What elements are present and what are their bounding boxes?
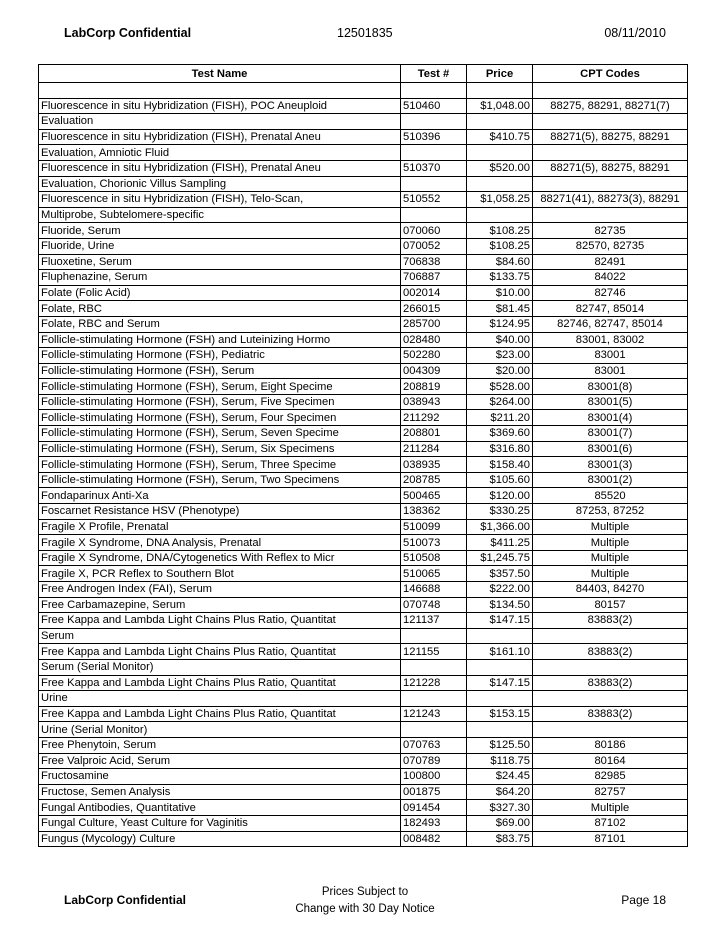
cell-price [467, 722, 533, 738]
table-row [39, 98, 688, 114]
cell-cpt-codes: 83883(2) [533, 613, 688, 629]
cell-test-name: Fluorescence in situ Hybridization (FISH), POC Aneuploid [39, 98, 401, 114]
cell-cpt-codes [533, 207, 688, 223]
cell-cpt-codes: 83001(4) [533, 410, 688, 426]
table-row [39, 753, 688, 769]
cell-price: $147.15 [467, 613, 533, 629]
cell-test-name: Fluorescence in situ Hybridization (FISH), Telo-Scan, [39, 192, 401, 208]
footer-company: LabCorp Confidential [64, 893, 186, 907]
cell-test-number: 121243 [401, 706, 467, 722]
cell-test-name: Fungal Antibodies, Quantitative [39, 800, 401, 816]
cell-cpt-codes: 83001(2) [533, 472, 688, 488]
cell-test-number: 038943 [401, 394, 467, 410]
cell-price: $24.45 [467, 769, 533, 785]
table-row [39, 675, 688, 691]
table-header-row [39, 65, 688, 83]
table-row [39, 316, 688, 332]
cell-cpt-codes: 82985 [533, 769, 688, 785]
cell-price: $153.15 [467, 706, 533, 722]
cell-test-number: 138362 [401, 504, 467, 520]
cell-test-number [401, 145, 467, 161]
cell-cpt-codes: Multiple [533, 535, 688, 551]
cell-cpt-codes: 80186 [533, 737, 688, 753]
cell-price: $108.25 [467, 223, 533, 239]
cell-test-name: Folate, RBC [39, 301, 401, 317]
cell-test-name: Fluphenazine, Serum [39, 270, 401, 286]
cell-price: $69.00 [467, 815, 533, 831]
cell-cpt-codes: 84403, 84270 [533, 582, 688, 598]
cell-cpt-codes: 82757 [533, 784, 688, 800]
cell-test-number: 510508 [401, 550, 467, 566]
cell-cpt-codes: 83001(7) [533, 426, 688, 442]
table-row [39, 722, 688, 738]
cell-test-number: 091454 [401, 800, 467, 816]
table-row [39, 815, 688, 831]
cell-test-name: Follicle-stimulating Hormone (FSH), Pediatric [39, 348, 401, 364]
table-row [39, 691, 688, 707]
cell-test-name: Fragile X Profile, Prenatal [39, 519, 401, 535]
cell-test-name: Free Carbamazepine, Serum [39, 597, 401, 613]
cell-test-number: 510396 [401, 129, 467, 145]
cell-test-number [401, 691, 467, 707]
cell-price [467, 659, 533, 675]
footer-notice [260, 884, 470, 918]
cell-price: $23.00 [467, 348, 533, 364]
cell-test-number: 070052 [401, 238, 467, 254]
table-row [39, 270, 688, 286]
cell-price: $10.00 [467, 285, 533, 301]
table-row [39, 426, 688, 442]
cell-price: $411.25 [467, 535, 533, 551]
table-row [39, 394, 688, 410]
cell-test-number: 121228 [401, 675, 467, 691]
cell-cpt-codes: 83001(8) [533, 379, 688, 395]
cell-cpt-codes: 83883(2) [533, 706, 688, 722]
cell-test-number: 502280 [401, 348, 467, 364]
table-row [39, 176, 688, 192]
cell-price: $161.10 [467, 644, 533, 660]
cell-cpt-codes: 88275, 88291, 88271(7) [533, 98, 688, 114]
table-body [39, 83, 688, 847]
cell-test-name: Serum [39, 628, 401, 644]
cell-test-number: 070763 [401, 737, 467, 753]
cell-price: $222.00 [467, 582, 533, 598]
cell-price: $1,058.25 [467, 192, 533, 208]
cell-test-name: Fungal Culture, Yeast Culture for Vaginitis [39, 815, 401, 831]
table-row [39, 659, 688, 675]
cell-cpt-codes [533, 114, 688, 130]
cell-cpt-codes: 83001, 83002 [533, 332, 688, 348]
cell-test-name: Free Valproic Acid, Serum [39, 753, 401, 769]
cell-test-number: 038935 [401, 457, 467, 473]
cell-cpt-codes: Multiple [533, 800, 688, 816]
cell-test-name: Multiprobe, Subtelomere-specific [39, 207, 401, 223]
cell-price: $528.00 [467, 379, 533, 395]
table-row [39, 472, 688, 488]
cell-test-number: 070748 [401, 597, 467, 613]
cell-cpt-codes: Multiple [533, 566, 688, 582]
cell-test-number: 266015 [401, 301, 467, 317]
cell-test-number: 706887 [401, 270, 467, 286]
cell-test-number: 510370 [401, 160, 467, 176]
cell-price: $134.50 [467, 597, 533, 613]
cell-test-name: Urine [39, 691, 401, 707]
cell-test-name: Free Androgen Index (FAI), Serum [39, 582, 401, 598]
cell-test-number: 001875 [401, 784, 467, 800]
column-header-price: Price [467, 65, 533, 83]
cell-test-number: 211292 [401, 410, 467, 426]
column-header-test-number: Test # [401, 65, 467, 83]
table-row [39, 628, 688, 644]
cell-test-number: 121155 [401, 644, 467, 660]
cell-cpt-codes: 82570, 82735 [533, 238, 688, 254]
cell-test-name: Follicle-stimulating Hormone (FSH) and Luteinizing Hormo [39, 332, 401, 348]
cell-cpt-codes: 82746, 82747, 85014 [533, 316, 688, 332]
cell-cpt-codes: 85520 [533, 488, 688, 504]
table-row [39, 285, 688, 301]
cell-price: $133.75 [467, 270, 533, 286]
table-row [39, 706, 688, 722]
cell-cpt-codes [533, 628, 688, 644]
cell-test-number: 510073 [401, 535, 467, 551]
cell-price [467, 628, 533, 644]
cell-test-number: 706838 [401, 254, 467, 270]
cell-cpt-codes: 82491 [533, 254, 688, 270]
table-row [39, 254, 688, 270]
cell-price: $1,048.00 [467, 98, 533, 114]
table-row [39, 644, 688, 660]
cell-test-name: Evaluation [39, 114, 401, 130]
cell-price: $158.40 [467, 457, 533, 473]
cell-test-name: Follicle-stimulating Hormone (FSH), Serum, Seven Specime [39, 426, 401, 442]
cell-test-name: Free Kappa and Lambda Light Chains Plus Ratio, Quantitat [39, 644, 401, 660]
cell-test-name: Fructosamine [39, 769, 401, 785]
cell-price: $83.75 [467, 831, 533, 847]
cell-price: $84.60 [467, 254, 533, 270]
cell-cpt-codes: 80157 [533, 597, 688, 613]
cell-price: $211.20 [467, 410, 533, 426]
cell-cpt-codes [533, 722, 688, 738]
column-header-cpt-codes: CPT Codes [533, 65, 688, 83]
footer-page-number: Page 18 [621, 893, 666, 907]
table-row [39, 301, 688, 317]
cell-test-name: Folate, RBC and Serum [39, 316, 401, 332]
cell-test-name: Fungus (Mycology) Culture [39, 831, 401, 847]
cell-test-number: 285700 [401, 316, 467, 332]
cell-test-name: Fondaparinux Anti-Xa [39, 488, 401, 504]
cell-cpt-codes: 88271(5), 88275, 88291 [533, 160, 688, 176]
column-header-test-name: Test Name [39, 65, 401, 83]
table-row [39, 737, 688, 753]
cell-cpt-codes: Multiple [533, 550, 688, 566]
cell-test-name: Free Phenytoin, Serum [39, 737, 401, 753]
table-row [39, 223, 688, 239]
table-row [39, 504, 688, 520]
cell-cpt-codes: 84022 [533, 270, 688, 286]
cell-test-name: Free Kappa and Lambda Light Chains Plus Ratio, Quantitat [39, 613, 401, 629]
cell-cpt-codes: 87253, 87252 [533, 504, 688, 520]
cell-price: $520.00 [467, 160, 533, 176]
cell-test-number: 028480 [401, 332, 467, 348]
cell-price: $20.00 [467, 363, 533, 379]
cell-test-number [401, 176, 467, 192]
cell-cpt-codes: 83001(6) [533, 441, 688, 457]
cell-price: $369.60 [467, 426, 533, 442]
cell-test-number: 146688 [401, 582, 467, 598]
cell-price: $330.25 [467, 504, 533, 520]
cell-test-number: 510065 [401, 566, 467, 582]
cell-test-number: 510099 [401, 519, 467, 535]
cell-cpt-codes: 87102 [533, 815, 688, 831]
cell-price: $264.00 [467, 394, 533, 410]
table-row [39, 129, 688, 145]
cell-price: $1,245.75 [467, 550, 533, 566]
table-row [39, 550, 688, 566]
cell-cpt-codes: Multiple [533, 519, 688, 535]
cell-cpt-codes: 83883(2) [533, 644, 688, 660]
cell-cpt-codes: 87101 [533, 831, 688, 847]
cell-test-name: Fragile X Syndrome, DNA Analysis, Prenatal [39, 535, 401, 551]
cell-test-name: Urine (Serial Monitor) [39, 722, 401, 738]
table-row [39, 348, 688, 364]
table-row [39, 769, 688, 785]
table-row [39, 379, 688, 395]
table-row [39, 597, 688, 613]
cell-cpt-codes: 88271(5), 88275, 88291 [533, 129, 688, 145]
cell-test-number [401, 114, 467, 130]
cell-cpt-codes: 83883(2) [533, 675, 688, 691]
table-row [39, 800, 688, 816]
table-row [39, 535, 688, 551]
cell-cpt-codes: 83001(3) [533, 457, 688, 473]
cell-cpt-codes: 82747, 85014 [533, 301, 688, 317]
header-date: 08/11/2010 [604, 26, 666, 40]
cell-price [467, 207, 533, 223]
cell-test-number [401, 628, 467, 644]
cell-test-name: Fluoride, Serum [39, 223, 401, 239]
cell-price: $124.95 [467, 316, 533, 332]
table-row [39, 613, 688, 629]
cell-cpt-codes [533, 691, 688, 707]
cell-test-number: 208819 [401, 379, 467, 395]
cell-test-number: 510460 [401, 98, 467, 114]
header-company: LabCorp Confidential [64, 26, 192, 40]
cell-cpt-codes: 88271(41), 88273(3), 88291 [533, 192, 688, 208]
cell-test-name: Fragile X Syndrome, DNA/Cytogenetics With Reflex to Micr [39, 550, 401, 566]
cell-test-name: Serum (Serial Monitor) [39, 659, 401, 675]
cell-test-number: 208801 [401, 426, 467, 442]
cell-test-name: Evaluation, Amniotic Fluid [39, 145, 401, 161]
cell-test-number: 008482 [401, 831, 467, 847]
cell-test-name: Fructose, Semen Analysis [39, 784, 401, 800]
cell-test-number: 070060 [401, 223, 467, 239]
cell-test-number: 211284 [401, 441, 467, 457]
cell-price: $40.00 [467, 332, 533, 348]
table-row [39, 114, 688, 130]
cell-test-name: Free Kappa and Lambda Light Chains Plus Ratio, Quantitat [39, 706, 401, 722]
cell-test-number: 002014 [401, 285, 467, 301]
table-row [39, 160, 688, 176]
cell-price: $327.30 [467, 800, 533, 816]
cell-price: $81.45 [467, 301, 533, 317]
cell-cpt-codes [533, 145, 688, 161]
cell-price: $125.50 [467, 737, 533, 753]
cell-cpt-codes: 83001(5) [533, 394, 688, 410]
cell-test-name: Follicle-stimulating Hormone (FSH), Serum [39, 363, 401, 379]
cell-test-number: 208785 [401, 472, 467, 488]
table-row [39, 441, 688, 457]
table-row [39, 582, 688, 598]
cell-test-number: 500465 [401, 488, 467, 504]
cell-test-number: 004309 [401, 363, 467, 379]
cell-test-number [401, 207, 467, 223]
table-row [39, 519, 688, 535]
cell-price: $1,366.00 [467, 519, 533, 535]
footer-notice-line-1: Prices Subject to [321, 886, 409, 898]
cell-test-number [401, 722, 467, 738]
cell-test-name: Free Kappa and Lambda Light Chains Plus Ratio, Quantitat [39, 675, 401, 691]
cell-test-name: Follicle-stimulating Hormone (FSH), Serum, Six Specimens [39, 441, 401, 457]
cell-test-name: Fluorescence in situ Hybridization (FISH), Prenatal Aneu [39, 129, 401, 145]
cell-test-name: Evaluation, Chorionic Villus Sampling [39, 176, 401, 192]
table-row [39, 145, 688, 161]
table-row [39, 238, 688, 254]
cell-test-name: Fluoxetine, Serum [39, 254, 401, 270]
cell-test-name: Follicle-stimulating Hormone (FSH), Serum, Four Specimen [39, 410, 401, 426]
cell-test-number: 100800 [401, 769, 467, 785]
cell-test-name: Follicle-stimulating Hormone (FSH), Serum, Three Specime [39, 457, 401, 473]
table-row [39, 488, 688, 504]
cell-test-name: Fluoride, Urine [39, 238, 401, 254]
cell-test-number: 182493 [401, 815, 467, 831]
cell-test-name: Fluorescence in situ Hybridization (FISH), Prenatal Aneu [39, 160, 401, 176]
cell-cpt-codes [533, 176, 688, 192]
cell-price: $147.15 [467, 675, 533, 691]
table-row [39, 332, 688, 348]
cell-test-name: Fragile X, PCR Reflex to Southern Blot [39, 566, 401, 582]
table-row [39, 566, 688, 582]
price-table [38, 64, 688, 847]
cell-price: $120.00 [467, 488, 533, 504]
cell-price [467, 114, 533, 130]
footer-notice-line-2: Change with 30 Day Notice [295, 903, 435, 915]
cell-cpt-codes [533, 659, 688, 675]
cell-test-name: Follicle-stimulating Hormone (FSH), Serum, Two Specimens [39, 472, 401, 488]
cell-price [467, 145, 533, 161]
cell-test-number: 070789 [401, 753, 467, 769]
cell-cpt-codes: 82735 [533, 223, 688, 239]
cell-price: $105.60 [467, 472, 533, 488]
cell-price: $357.50 [467, 566, 533, 582]
cell-price [467, 691, 533, 707]
cell-test-number: 510552 [401, 192, 467, 208]
cell-price: $64.20 [467, 784, 533, 800]
cell-test-name: Folate (Folic Acid) [39, 285, 401, 301]
table-row [39, 207, 688, 223]
table-spacer-row [39, 83, 688, 99]
cell-price [467, 176, 533, 192]
cell-price: $410.75 [467, 129, 533, 145]
cell-price: $316.80 [467, 441, 533, 457]
header-document-id: 12501835 [337, 26, 393, 40]
cell-cpt-codes: 83001 [533, 363, 688, 379]
cell-test-name: Follicle-stimulating Hormone (FSH), Serum, Five Specimen [39, 394, 401, 410]
table-row [39, 831, 688, 847]
cell-test-name: Foscarnet Resistance HSV (Phenotype) [39, 504, 401, 520]
cell-price: $108.25 [467, 238, 533, 254]
table-row [39, 457, 688, 473]
cell-test-number [401, 659, 467, 675]
cell-cpt-codes: 80164 [533, 753, 688, 769]
table-row [39, 192, 688, 208]
cell-cpt-codes: 82746 [533, 285, 688, 301]
cell-test-number: 121137 [401, 613, 467, 629]
cell-price: $118.75 [467, 753, 533, 769]
table-row [39, 410, 688, 426]
table-row [39, 363, 688, 379]
cell-test-name: Follicle-stimulating Hormone (FSH), Serum, Eight Specime [39, 379, 401, 395]
table-row [39, 784, 688, 800]
cell-cpt-codes: 83001 [533, 348, 688, 364]
